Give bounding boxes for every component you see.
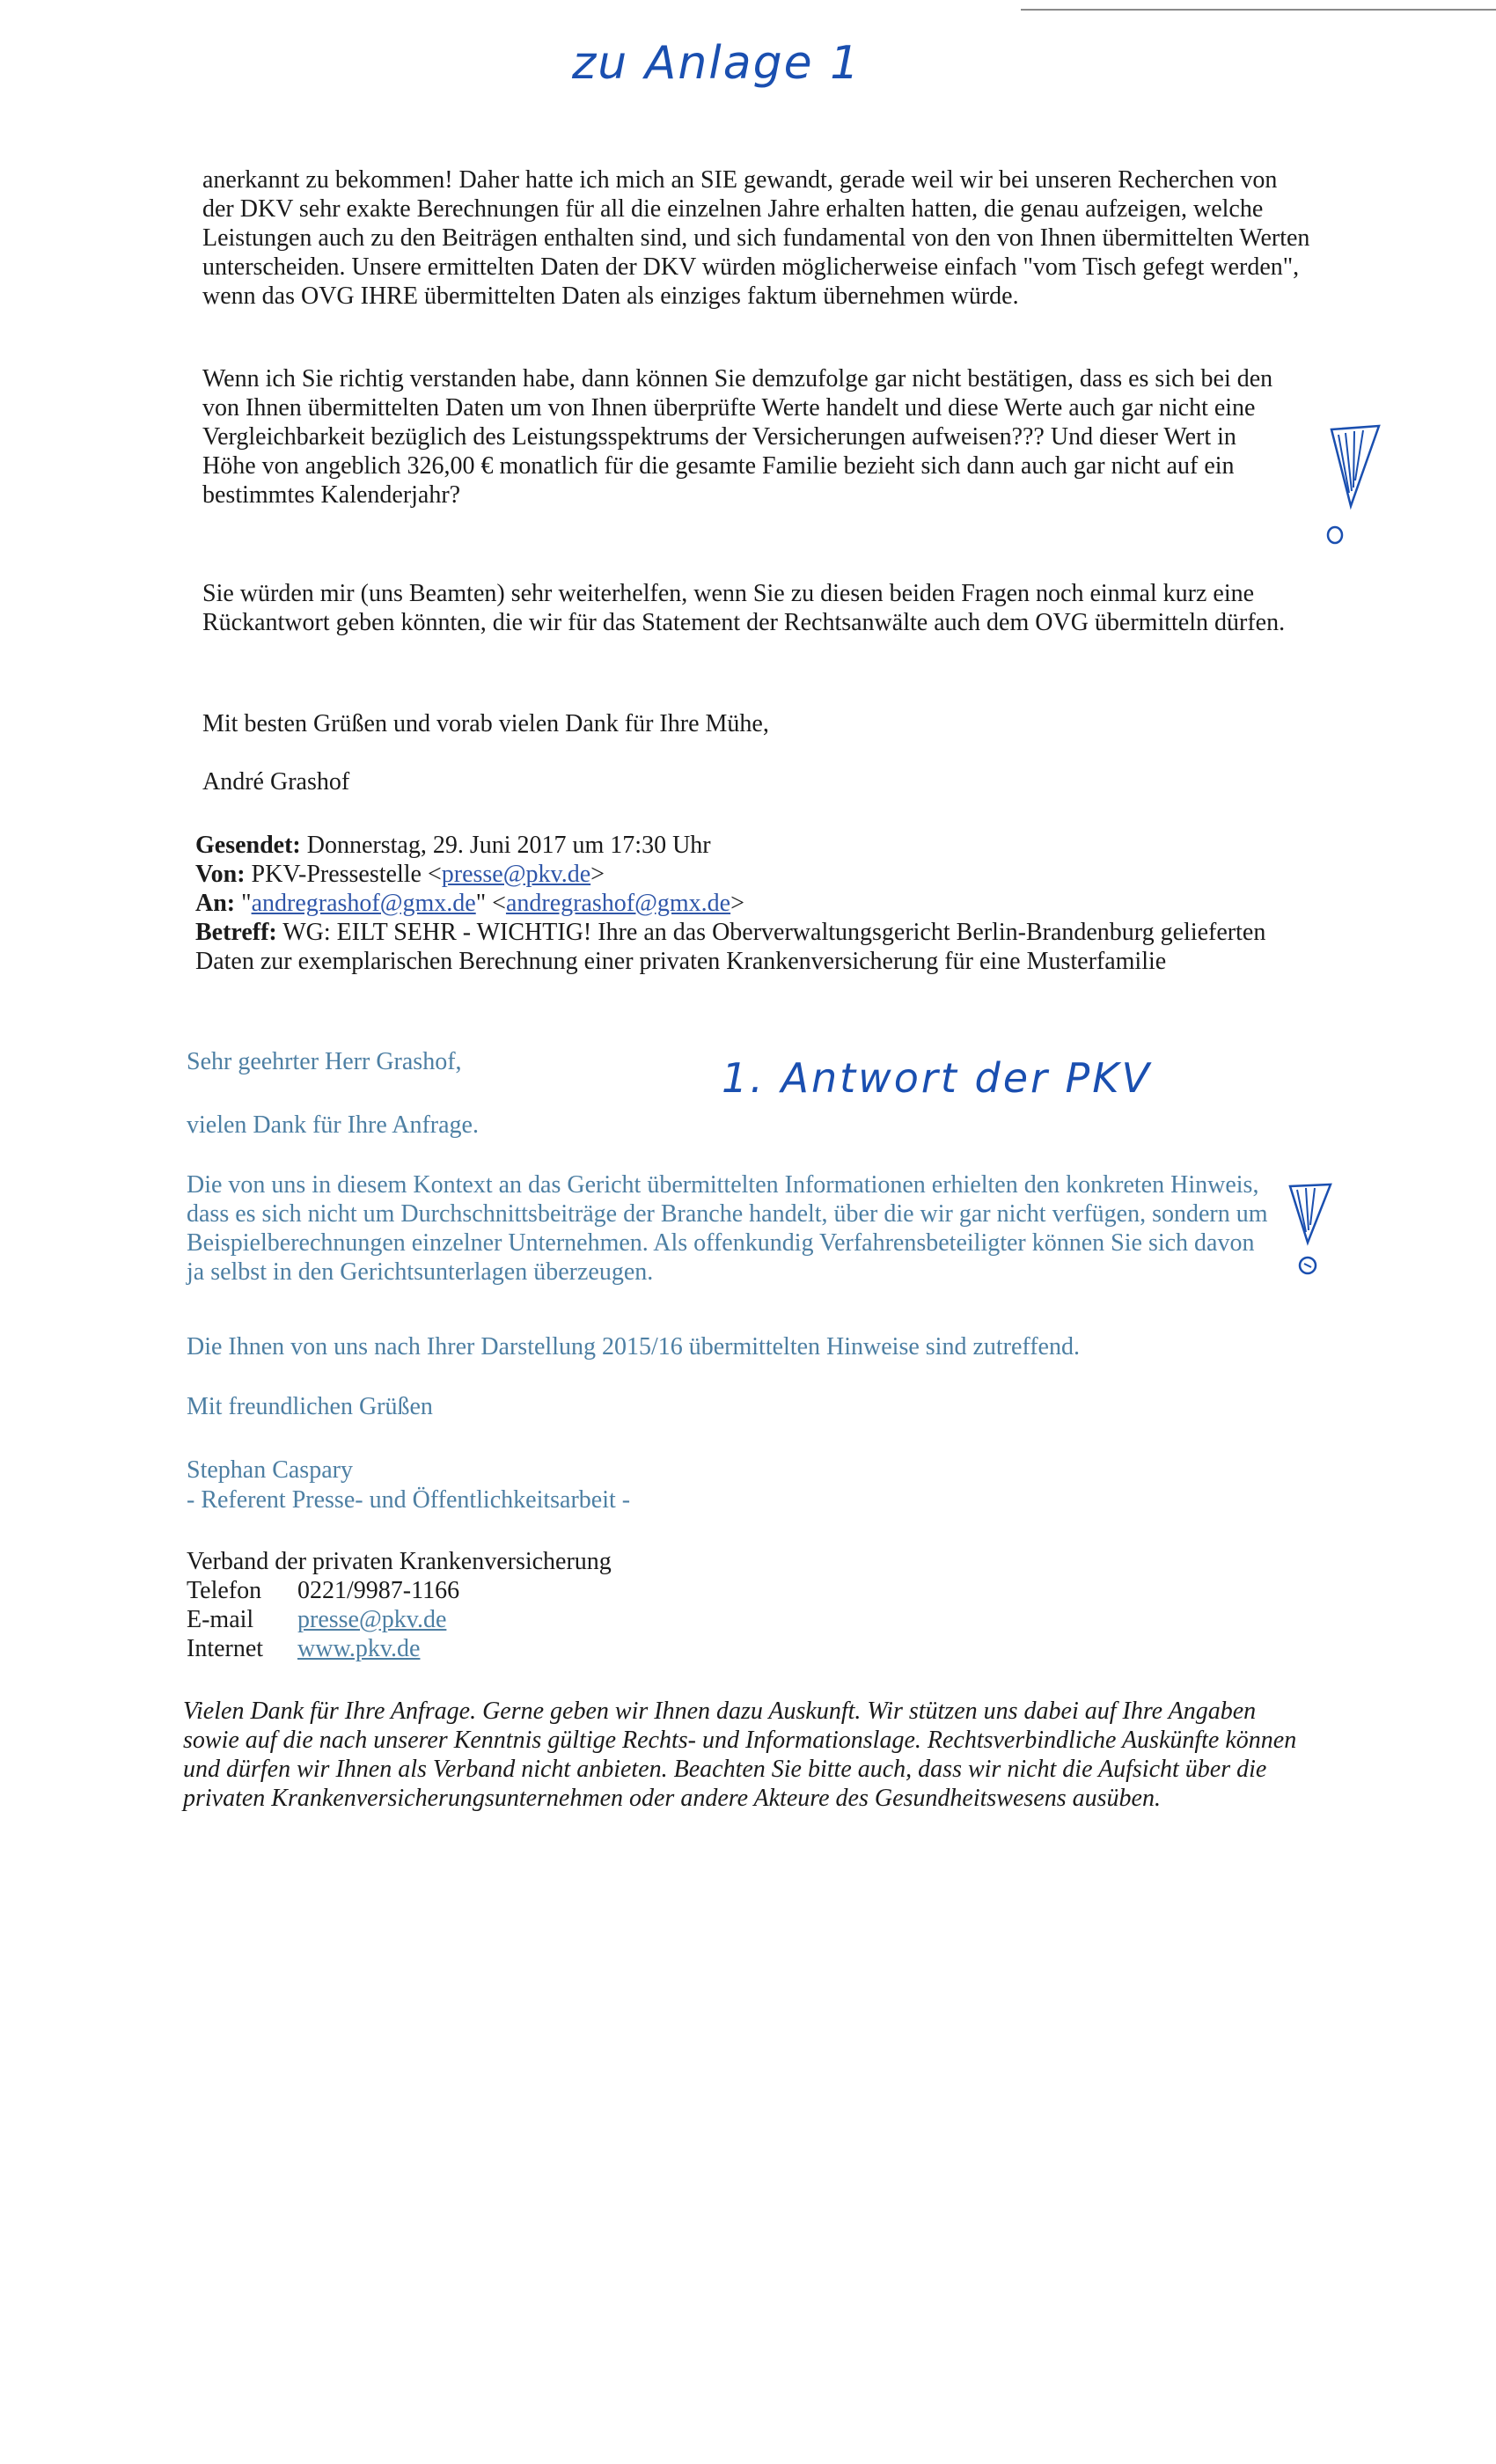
to-email-link-1[interactable]: andregrashof@gmx.de [251, 890, 476, 917]
reply-body-2: Die Ihnen von uns nach Ihrer Darstellung 2015/16 übermittelten Hinweise sind zutreffend. [187, 1333, 1080, 1360]
org-email-row: E-mail presse@pkv.de [187, 1606, 447, 1633]
letter-closing: Mit besten Grüßen und vorab vielen Dank für Ihre Mühe, [202, 710, 769, 737]
reply-closing: Mit freundlichen Grüßen [187, 1393, 433, 1420]
org-web-link[interactable]: www.pkv.de [297, 1635, 421, 1662]
letter-paragraph-3: Sie würden mir (uns Beamten) sehr weiterhelfen, wenn Sie zu diesen beiden Fragen noch einmal kurz eine Rückantwort geben könnten, die wir für das Statement der Rechtsanwälte auch dem OVG übermitteln dürfen. [202, 580, 1286, 636]
email-subject-row: Betreff: WG: EILT SEHR - WICHTIG! Ihre an das Oberverwaltungsgericht Berlin-Brandenburg gelieferten Daten zur exemplarischen Berechnung einer privaten Krankenversicherung für eine Musterfamilie [195, 919, 1266, 975]
to-email-link-2[interactable]: andregrashof@gmx.de [505, 890, 731, 917]
letter-paragraph-2: Wenn ich Sie richtig verstanden habe, dann können Sie demzufolge gar nicht bestätigen, dass es sich bei den von Ihnen übermittelten Daten um von Ihnen überprüfte Werte handelt und diese Werte auch gar nicht eine Vergleichbarkeit bezüglich des Leistungsspektrums der Versicherungen aufweisen??? Und dieser Wert in Höhe von angeblich 326,00 € monatlich für die gesamte Familie bezieht sich dann auch gar nicht auf ein bestimmtes Kalenderjahr? [202, 365, 1273, 509]
disclaimer: Vielen Dank für Ihre Anfrage. Gerne geben wir Ihnen dazu Auskunft. Wir stützen uns dabei auf Ihre Angaben sowie auf die nach unserer Kenntnis gültige Rechts- und Informationslage. Rechtsverbindliche Auskünfte können und dürfen wir Ihnen als Verband nicht anbieten. Beachten Sie bitte auch, dass wir nicht die Aufsicht über die privaten Krankenversicherungsunternehmen oder andere Akteure des Gesundheitswesens ausüben. [183, 1698, 1297, 1812]
exclamation-mark-icon [1285, 1179, 1338, 1276]
reply-signer: Stephan Caspary [187, 1456, 353, 1484]
exclamation-mark-icon [1324, 422, 1386, 546]
letter-signature: André Grashof [202, 768, 350, 796]
reply-greeting: Sehr geehrter Herr Grashof, [187, 1048, 462, 1075]
reply-thanks: vielen Dank für Ihre Anfrage. [187, 1111, 479, 1139]
org-phone-row: Telefon 0221/9987-1166 [187, 1577, 460, 1604]
org-email-link[interactable]: presse@pkv.de [297, 1606, 447, 1633]
org-signature [187, 1547, 979, 1663]
handwritten-note-mid: 1. Antwort der PKV [722, 1054, 1152, 1102]
handwritten-note-top: zu Anlage 1 [572, 37, 862, 90]
email-to-row: An: "andregrashof@gmx.de" <andregrashof@gmx.de> [195, 890, 744, 917]
org-name: Verband der privaten Krankenversicherung [187, 1548, 612, 1575]
reply-signer-role: - Referent Presse- und Öffentlichkeitsarbeit - [187, 1486, 631, 1514]
letter-paragraph-1: anerkannt zu bekommen! Daher hatte ich mich an SIE gewandt, gerade weil wir bei unseren Recherchen von der DKV sehr exakte Berechnungen für all die einzelnen Jahre erhalten hatten, die genau aufzeigen, welche Leistungen auch zu den Beiträgen enthalten sind, und sich fundamental von den von Ihnen übermittelten Werten unterscheiden. Unsere ermittelten Daten der DKV würden möglicherweise einfach "vom Tisch gefegt werden", wenn das OVG IHRE übermittelten Daten als einziges faktum übernehmen würde. [202, 166, 1310, 310]
from-email-link[interactable]: presse@pkv.de [441, 861, 591, 888]
scan-top-line [1021, 9, 1496, 11]
org-web-row: Internet www.pkv.de [187, 1635, 421, 1662]
email-from-row: Von: PKV-Pressestelle <presse@pkv.de> [195, 861, 605, 888]
email-sent-row: Gesendet: Donnerstag, 29. Juni 2017 um 17:30 Uhr [195, 832, 711, 859]
email-header [195, 831, 1322, 976]
reply-body-1: Die von uns in diesem Kontext an das Gericht übermittelten Informationen erhielten den konkreten Hinweis, dass es sich nicht um Durchschnittsbeiträge der Branche handelt, über die wir gar nicht verfügen, sondern um Beispielberechnungen einzelner Unternehmen. Als offenkundig Verfahrensbeteiligter können Sie sich davon ja selbst in den Gerichtsunterlagen überzeugen. [187, 1171, 1268, 1286]
